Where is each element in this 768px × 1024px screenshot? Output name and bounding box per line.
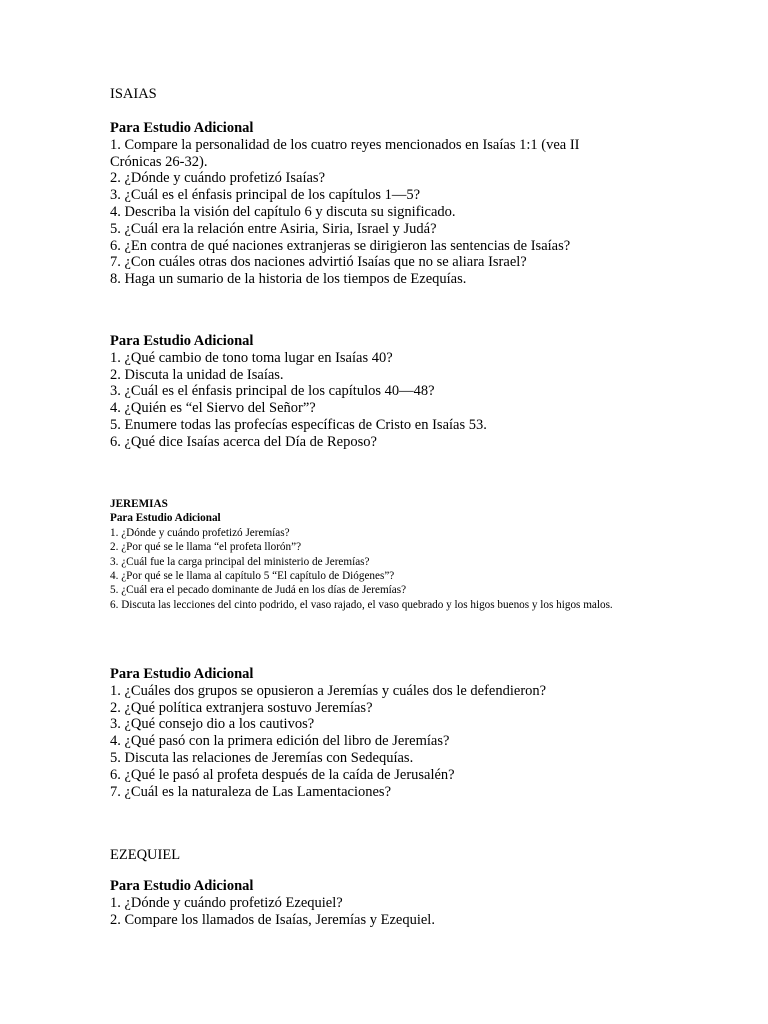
question-item: 3. ¿Cuál es el énfasis principal de los capítulos 1—5? — [110, 187, 421, 204]
question-item: 6. ¿Qué le pasó al profeta después de la caída de Jerusalén? — [110, 766, 455, 783]
question-item: 7. ¿Con cuáles otras dos naciones advirtió Isaías que no se aliara Israel? — [110, 254, 527, 271]
jeremias-study-section-2 — [110, 666, 670, 800]
question-item: 2. ¿Qué política extranjera sostuvo Jeremías? — [110, 699, 373, 716]
question-item: 5. ¿Cuál era el pecado dominante de Judá en los días de Jeremías? — [110, 584, 407, 597]
isaias-study-section-2 — [110, 333, 670, 451]
ezequiel-title-block — [110, 847, 670, 864]
question-item: 7. ¿Cuál es la naturaleza de Las Lamentaciones? — [110, 783, 392, 800]
question-item: 6. ¿Qué dice Isaías acerca del Día de Reposo? — [110, 433, 377, 450]
question-item: 2. Discuta la unidad de Isaías. — [110, 366, 284, 383]
question-item: 1. ¿Qué cambio de tono toma lugar en Isaías 40? — [110, 349, 393, 366]
question-item: 1. ¿Dónde y cuándo profetizó Ezequiel? — [110, 894, 343, 911]
ezequiel-study-section-1 — [110, 878, 670, 928]
question-item: 8. Haga un sumario de la historia de los tiempos de Ezequías. — [110, 271, 467, 288]
question-item: 3. ¿Cuál es el énfasis principal de los capítulos 40—48? — [110, 383, 435, 400]
question-item: 5. Enumere todas las profecías específicas de Cristo en Isaías 53. — [110, 416, 487, 433]
question-item: 4. ¿Quién es “el Siervo del Señor”? — [110, 400, 316, 417]
question-item: 1. Compare la personalidad de los cuatro reyes mencionados en Isaías 1:1 (vea II — [110, 136, 580, 153]
question-item: 4. Describa la visión del capítulo 6 y discuta su significado. — [110, 203, 456, 220]
question-item: 2. ¿Dónde y cuándo profetizó Isaías? — [110, 170, 326, 187]
question-item: 4. ¿Por qué se le llama al capítulo 5 “El capítulo de Diógenes”? — [110, 570, 395, 583]
question-item: 6. Discuta las lecciones del cinto podrido, el vaso rajado, el vaso quebrado y los higos buenos y los higos malos. — [110, 598, 613, 611]
question-item: 3. ¿Qué consejo dio a los cautivos? — [110, 716, 315, 733]
question-item: 5. ¿Cuál era la relación entre Asiria, Siria, Israel y Judá? — [110, 220, 437, 237]
section-heading: Para Estudio Adicional — [110, 333, 254, 349]
book-title-isaias: ISAIAS — [110, 86, 157, 102]
question-item: 1. ¿Cuáles dos grupos se opusieron a Jeremías y cuáles dos le defendieron? — [110, 682, 547, 699]
question-item: 5. Discuta las relaciones de Jeremías con Sedequías. — [110, 749, 414, 766]
section-heading: Para Estudio Adicional — [110, 512, 221, 525]
isaias-title-block — [110, 86, 670, 103]
section-heading: Para Estudio Adicional — [110, 666, 254, 682]
book-title-ezequiel: EZEQUIEL — [110, 847, 181, 863]
question-item: 3. ¿Cuál fue la carga principal del ministerio de Jeremías? — [110, 555, 370, 568]
section-heading: Para Estudio Adicional — [110, 120, 254, 136]
question-item: 6. ¿En contra de qué naciones extranjeras se dirigieron las sentencias de Isaías? — [110, 237, 571, 254]
question-item: 2. ¿Por qué se le llama “el profeta llorón”? — [110, 541, 302, 554]
question-item: 2. Compare los llamados de Isaías, Jeremías y Ezequiel. — [110, 911, 435, 928]
question-item: 4. ¿Qué pasó con la primera edición del libro de Jeremías? — [110, 733, 450, 750]
jeremias-study-section-1 — [110, 497, 670, 612]
section-heading: Para Estudio Adicional — [110, 878, 254, 894]
book-title-jeremias: JEREMIAS — [110, 498, 168, 510]
isaias-study-section-1 — [110, 120, 670, 288]
question-item: 1. ¿Dónde y cuándo profetizó Jeremías? — [110, 526, 290, 539]
question-item: Crónicas 26-32). — [110, 153, 208, 170]
